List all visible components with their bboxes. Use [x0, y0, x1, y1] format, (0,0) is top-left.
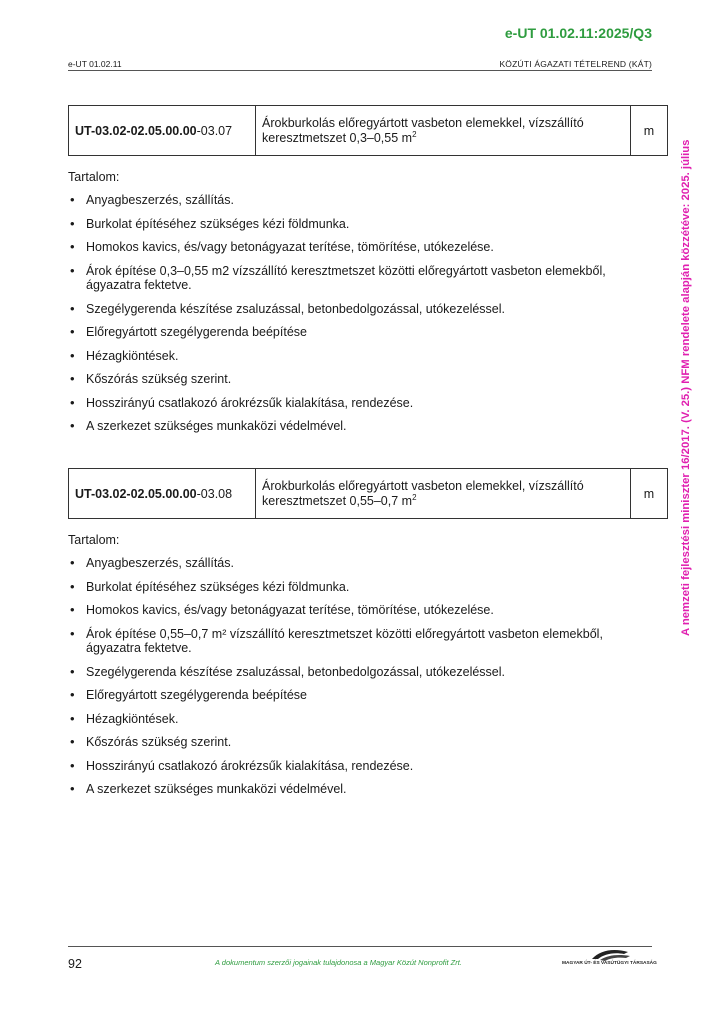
- contents-list-2: [68, 556, 658, 806]
- company-logo-text: MAGYAR ÚT- ÉS VASÚTÜGYI TÁRSASÁG: [562, 961, 657, 966]
- item-unit-cell: m: [631, 106, 668, 156]
- contents-label: Tartalom:: [68, 170, 120, 184]
- list-item: • Anyagbeszerzés, szállítás.: [68, 556, 658, 571]
- item-code-cell: [69, 469, 256, 519]
- header-rule: [68, 70, 652, 71]
- list-item: • Kőszórás szükség szerint.: [68, 372, 658, 387]
- list-item: • Homokos kavics, és/vagy betonágyazat terítése, tömörítése, utókezelése.: [68, 603, 658, 618]
- running-header-left: e-UT 01.02.11: [68, 59, 122, 69]
- side-publication-note: [680, 96, 696, 636]
- list-item: • Szegélygerenda készítése zsaluzással, betonbedolgozással, utókezeléssel.: [68, 302, 658, 317]
- contents-label: Tartalom:: [68, 533, 120, 547]
- item-description-cell: [256, 469, 631, 519]
- list-item: • Hosszirányú csatlakozó árokrézsűk kialakítása, rendezése.: [68, 396, 658, 411]
- list-item: • Burkolat építéséhez szükséges kézi földmunka.: [68, 580, 658, 595]
- item-description-cell: [256, 106, 631, 156]
- item-unit-cell: m: [631, 469, 668, 519]
- list-item: • Homokos kavics, és/vagy betonágyazat terítése, tömörítése, utókezelése.: [68, 240, 658, 255]
- list-item: • A szerkezet szükséges munkaközi védelmével.: [68, 782, 658, 797]
- list-item: • Anyagbeszerzés, szállítás.: [68, 193, 658, 208]
- item-description: Árokburkolás előregyártott vasbeton elemekkel, vízszállító keresztmetszet 0,3–0,55 m: [262, 115, 584, 145]
- item-row: [69, 469, 668, 519]
- list-item: • Szegélygerenda készítése zsaluzással, betonbedolgozással, utókezeléssel.: [68, 665, 658, 680]
- item-description-sup: 2: [412, 129, 417, 139]
- item-code-suffix: -03.08: [196, 486, 233, 501]
- item-code-bold: UT-03.02-02.05.00.00: [75, 486, 197, 501]
- document-code: e-UT 01.02.11:2025/Q3: [504, 25, 652, 41]
- item-description: Árokburkolás előregyártott vasbeton elemekkel, vízszállító keresztmetszet 0,55–0,7 m: [262, 478, 584, 508]
- list-item: • Árok építése 0,55–0,7 m² vízszállító keresztmetszet közötti előregyártott vasbeton elemekből, ágyazatra fektetve.: [68, 627, 658, 656]
- item-table-2: [68, 468, 668, 519]
- item-code-cell: [69, 106, 256, 156]
- item-code-suffix: -03.07: [196, 123, 233, 138]
- item-row: [69, 106, 668, 156]
- item-code-bold: UT-03.02-02.05.00.00: [75, 123, 197, 138]
- item-description-sup: 2: [412, 492, 417, 502]
- list-item: • Előregyártott szegélygerenda beépítése: [68, 688, 658, 703]
- list-item: • Árok építése 0,3–0,55 m2 vízszállító keresztmetszet közötti előregyártott vasbeton elemekből, ágyazatra fektetve.: [68, 264, 658, 293]
- list-item: • Kőszórás szükség szerint.: [68, 735, 658, 750]
- item-table-1: [68, 105, 668, 156]
- list-item: • Előregyártott szegélygerenda beépítése: [68, 325, 658, 340]
- list-item: • Hézagkiöntések.: [68, 349, 658, 364]
- list-item: • Burkolat építéséhez szükséges kézi földmunka.: [68, 217, 658, 232]
- side-publication-note-text: A nemzeti fejlesztési miniszter 16/2017. (V. 25.) NFM rendelete alapján közzétéve: 2025. július: [680, 139, 692, 636]
- list-item: • Hézagkiöntések.: [68, 712, 658, 727]
- list-item: • Hosszirányú csatlakozó árokrézsűk kialakítása, rendezése.: [68, 759, 658, 774]
- company-logo-icon: [562, 946, 657, 972]
- copyright-note: A dokumentum szerzői jogainak tulajdonosa a Magyar Közút Nonprofit Zrt.: [215, 958, 462, 967]
- page-number: 92: [68, 957, 82, 971]
- running-header-right: KÖZÚTI ÁGAZATI TÉTELREND (KÁT): [499, 59, 652, 69]
- list-item: • A szerkezet szükséges munkaközi védelmével.: [68, 419, 658, 434]
- contents-list-1: [68, 193, 658, 443]
